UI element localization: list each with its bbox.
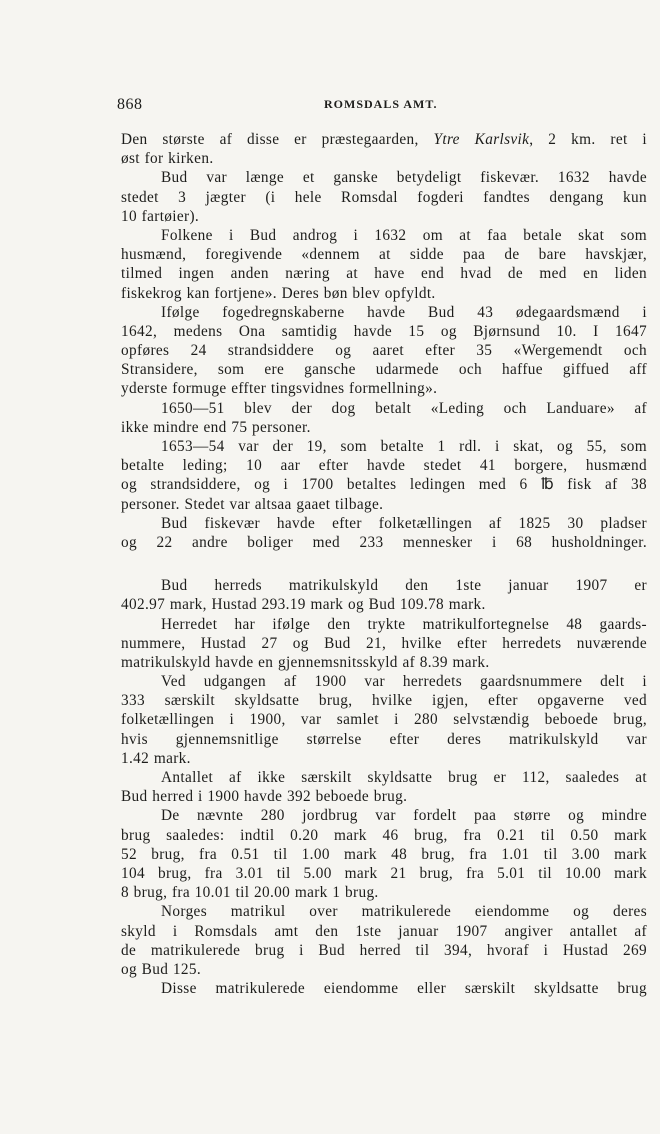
text-line: 8 brug, fra 10.01 til 20.00 mark 1 brug. bbox=[121, 884, 379, 902]
text-line bbox=[121, 576, 647, 595]
text-line: husmænd, foregivende «dennem at sidde paa de bare havskjær, bbox=[121, 246, 647, 264]
text-line: opføres 24 strandsiddere og aaret efter 35 «Wergemendt och bbox=[121, 342, 647, 360]
text-line: De nævnte 280 jordbrug var fordelt paa større og mindre bbox=[161, 807, 647, 825]
text-line: 10 fartøier). bbox=[121, 207, 200, 225]
text-line: Herredet har ifølge den trykte matrikulfortegnelse 48 gaards- bbox=[161, 615, 647, 633]
text-run: Bud herreds matrikulskyld den 1ste januar 1907 er bbox=[161, 577, 647, 595]
place-name: Ytre Karlsvik bbox=[433, 131, 530, 148]
text-line: personer. Stedet var altsaa gaaet tilbage. bbox=[121, 495, 384, 513]
text-line: stedet 3 jægter (i hele Romsdal fogderi fandtes dengang kun bbox=[121, 188, 647, 206]
text-line: betalte leding; 10 aar efter havde stedet 41 borgere, husmænd bbox=[121, 457, 647, 475]
text-line: Bud fiskevær havde efter folketællingen af 1825 30 pladser bbox=[161, 514, 647, 532]
text-line: fiskekrog kan fortjene». Deres bøn blev opfyldt. bbox=[121, 284, 436, 302]
text-line bbox=[121, 130, 647, 149]
text-line: og Bud 125. bbox=[121, 960, 202, 978]
text-line: folketællingen i 1900, var samlet i 280 selvstændig beboede brug, bbox=[121, 711, 647, 729]
text-line: de matrikulerede brug i Bud herred til 394, hvoraf i Hustad 269 bbox=[121, 941, 647, 959]
text-line: Norges matrikul over matrikulerede eiendomme og deres bbox=[161, 903, 647, 921]
text-line: 402.97 mark, Hustad 293.19 mark og Bud 109.78 mark. bbox=[121, 596, 486, 614]
section-gap bbox=[121, 552, 647, 576]
page-number: 868 bbox=[117, 96, 143, 113]
text-line: Stransidere, som ere gansche udarmede och haffue giffued aff bbox=[121, 361, 647, 379]
text-line: 1642, medens Ona samtidig havde 15 og Bjørnsund 10. I 1647 bbox=[121, 322, 647, 340]
text-line: Bud var længe et ganske betydeligt fiskevær. 1632 havde bbox=[161, 169, 647, 187]
text-line: brug saaledes: indtil 0.20 mark 46 brug, fra 0.21 til 0.50 mark bbox=[121, 826, 647, 844]
text-line: ikke mindre end 75 personer. bbox=[121, 418, 311, 436]
page-header bbox=[117, 96, 647, 118]
text-line: Ifølge fogedregnskaberne havde Bud 43 ødegaardsmænd i bbox=[161, 303, 647, 321]
text-line: 1650—51 blev der dog betalt «Leding och Landuare» af bbox=[161, 399, 647, 417]
text-line: yderste formuge effter tingsvidnes formellning». bbox=[121, 380, 438, 398]
text-line: matrikulskyld havde en gjennemsnitsskyld af 8.39 mark. bbox=[121, 653, 490, 671]
text-line: og 22 andre boliger med 233 mennesker i 68 husholdninger. bbox=[121, 533, 647, 551]
text-line: nummere, Hustad 27 og Bud 21, hvilke efter herredets nuværende bbox=[121, 634, 647, 652]
text-line: 104 brug, fra 3.01 til 5.00 mark 21 brug, fra 5.01 til 10.00 mark bbox=[121, 864, 647, 882]
text-line: 1653—54 var der 19, som betalte 1 rdl. i skat, og 55, som bbox=[161, 438, 647, 455]
text-line: skyld i Romsdals amt den 1ste januar 1907 angiver antallet af bbox=[121, 922, 647, 940]
text-line: Disse matrikulerede eiendomme eller særskilt skyldsatte brug bbox=[161, 980, 647, 998]
text-run: , 2 km. ret i bbox=[529, 131, 647, 148]
text-line: 52 brug, fra 0.51 til 1.00 mark 48 brug, fra 1.01 til 3.00 mark bbox=[121, 845, 647, 863]
text-line: Folkene i Bud androg i 1632 om at faa betale skat som bbox=[161, 226, 647, 244]
text-line: øst for kirken. bbox=[121, 150, 214, 168]
text-line: 333 særskilt skyldsatte brug, hvilke igjen, efter opgaverne ved bbox=[121, 692, 647, 710]
text-line: og strandsiddere, og i 1700 betaltes ledingen med 6 ℔ fisk af 38 bbox=[121, 476, 647, 494]
text-line: tilmed ingen anden næring at have end hvad de med en liden bbox=[121, 265, 647, 283]
text-line: 1.42 mark. bbox=[121, 749, 191, 767]
text-run: Den største af disse er præstegaarden, bbox=[121, 131, 434, 148]
text-line: Bud herred i 1900 havde 392 beboede brug. bbox=[121, 788, 408, 806]
running-title: ROMSDALS AMT. bbox=[324, 97, 438, 111]
text-line: Ved udgangen af 1900 var herredets gaardsnummere delt i bbox=[161, 673, 647, 691]
text-line: hvis gjennemsnitlige størrelse efter deres matrikulskyld var bbox=[121, 730, 647, 748]
text-line: Antallet af ikke særskilt skyldsatte brug er 112, saaledes at bbox=[161, 769, 647, 786]
body-text bbox=[121, 130, 647, 998]
